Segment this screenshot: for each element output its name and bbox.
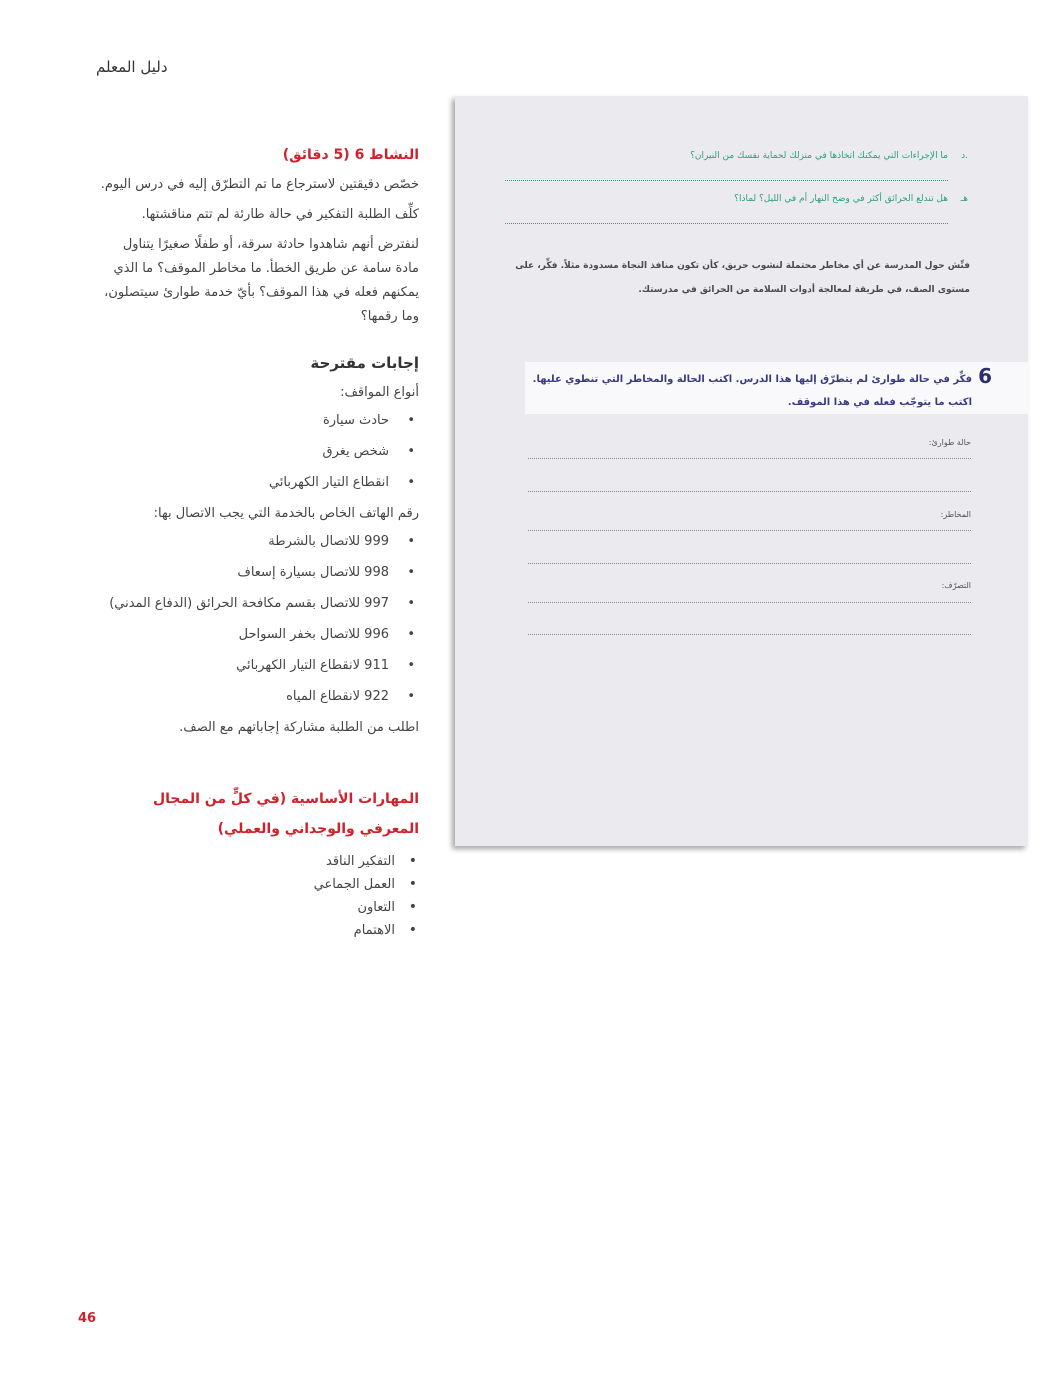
page-number: 46 xyxy=(78,1311,97,1326)
answer-line[interactable] xyxy=(528,491,971,492)
risks-label: المخاطر: xyxy=(940,510,971,519)
student-book-page xyxy=(455,96,1028,846)
bullet-icon: • xyxy=(407,413,415,428)
bullet-icon: • xyxy=(407,689,415,704)
question-h: هل تندلع الحرائق أكثر في وضح النهار أم في الليل؟ لماذا؟ xyxy=(734,194,948,204)
skills-heading: المهارات الأساسية (في كلٍّ من المجال المعرفي والوجداني والعملي) xyxy=(152,791,419,837)
bullet-icon: • xyxy=(407,596,415,611)
skills-list xyxy=(96,850,419,942)
bullet-icon: • xyxy=(408,922,417,938)
question-letter: هـ xyxy=(960,194,968,204)
phones-label: رقم الهاتف الخاص بالخدمة التي يجب الاتصال بها: xyxy=(153,506,419,521)
list-item: • التعاون xyxy=(96,896,419,919)
question-letter: د. xyxy=(961,151,968,161)
list-item: • انقطاع التيار الكهربائي xyxy=(96,471,419,495)
bullet-icon: • xyxy=(407,444,415,459)
answers-heading: إجابات مقترحة xyxy=(310,354,419,372)
situations-list xyxy=(96,409,419,495)
bullet-icon: • xyxy=(407,534,415,549)
action-label: التصرّف: xyxy=(941,581,971,590)
answer-line[interactable] xyxy=(528,563,971,564)
activity-paragraph: خصّص دقيقتين لاسترجاع ما تم التطرّق إليه في درس اليوم. xyxy=(100,177,419,192)
answer-line[interactable] xyxy=(528,602,971,603)
investigate-instruction: فتِّش حول المدرسة عن أي مخاطر محتملة لنشوب حريق، كأن تكون منافذ النجاة مسدودة مثلاً. فكِّر، على مستوى الصف، في طريقة لمعالجة أدوات السلامة من الحرائق في مدرستك. xyxy=(515,261,970,295)
question-d: ما الإجراءات التي يمكنك اتخاذها في منزلك لحماية نفسك من النيران؟ xyxy=(690,151,948,161)
bullet-icon: • xyxy=(407,565,415,580)
situations-label: أنواع المواقف: xyxy=(340,385,419,400)
answer-line[interactable] xyxy=(528,530,971,531)
list-item: • حادث سيارة xyxy=(96,409,419,433)
list-item: • 922 لانقطاع المياه xyxy=(96,685,419,709)
closing-instruction: اطلب من الطلبة مشاركة إجاباتهم مع الصف. xyxy=(179,720,419,735)
bullet-icon: • xyxy=(407,658,415,673)
list-item: • 999 للاتصال بالشرطة xyxy=(96,530,419,554)
emergency-label: حالة طوارئ: xyxy=(928,438,971,447)
phones-list xyxy=(96,530,419,709)
list-item: • 911 لانقطاع التيار الكهربائي xyxy=(96,654,419,678)
list-item: • العمل الجماعي xyxy=(96,873,419,896)
bullet-icon: • xyxy=(408,876,417,892)
list-item: • 996 للاتصال بخفر السواحل xyxy=(96,623,419,647)
teacher-guide-column xyxy=(96,143,419,942)
bullet-icon: • xyxy=(408,853,417,869)
list-item: • التفكير الناقد xyxy=(96,850,419,873)
answer-line[interactable] xyxy=(505,223,948,224)
list-item: • الاهتمام xyxy=(96,919,419,942)
list-item: • شخص يغرق xyxy=(96,440,419,464)
bullet-icon: • xyxy=(407,627,415,642)
bullet-icon: • xyxy=(408,899,417,915)
activity-paragraph: لنفترض أنهم شاهدوا حادثة سرقة، أو طفلًا صغيرًا يتناول مادة سامة عن طريق الخطأ. ما مخاطر الموقف؟ ما الذي يمكنهم فعله في هذا الموقف؟ بأيّ خدمة طوارئ سيتصلون، وما رقمها؟ xyxy=(104,237,419,324)
bullet-icon: • xyxy=(407,475,415,490)
activity-paragraph: كلِّف الطلبة التفكير في حالة طارئة لم تتم مناقشتها. xyxy=(141,207,419,222)
task-number: 6 xyxy=(978,364,992,388)
list-item: • 997 للاتصال بقسم مكافحة الحرائق (الدفاع المدني) xyxy=(96,592,419,616)
answer-line[interactable] xyxy=(528,458,971,459)
guide-title: دليل المعلم xyxy=(96,58,168,76)
activity-title: النشاط 6 (5 دقائق) xyxy=(282,147,419,163)
answer-line[interactable] xyxy=(505,180,948,181)
answer-line[interactable] xyxy=(528,634,971,635)
list-item: • 998 للاتصال بسيارة إسعاف xyxy=(96,561,419,585)
task-instruction: فكِّر في حالة طوارئ لم يتطرّق إليها هذا الدرس. اكتب الحالة والمخاطر التي تنطوي عليها. اكتب ما يتوجّب فعله في هذا الموقف. xyxy=(532,374,972,408)
